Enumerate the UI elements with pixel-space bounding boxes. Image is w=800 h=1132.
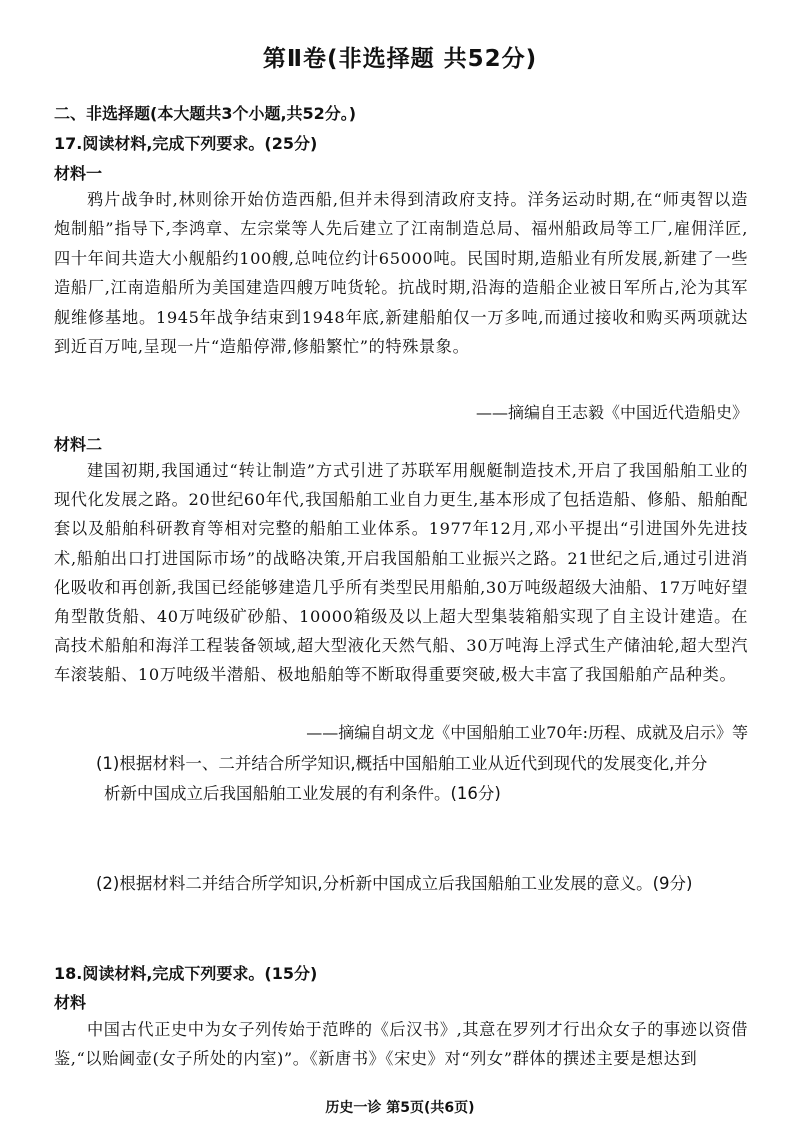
q17-material2-label: 材料二 xyxy=(54,435,103,454)
q18-heading: 18.阅读材料,完成下列要求。(15分) xyxy=(54,964,318,983)
q17-material1-label: 材料一 xyxy=(54,164,103,183)
q17-sub1-line2: 析新中国成立后我国船舶工业发展的有利条件。(16分) xyxy=(104,784,501,803)
q17-sub2: (2)根据材料二并结合所学知识,分析新中国成立后我国船舶工业发展的意义。(9分) xyxy=(96,874,693,893)
q17-material1-source: ——摘编自王志毅《中国近代造船史》 xyxy=(475,403,748,422)
q17-sub1-line1: (1)根据材料一、二并结合所学知识,概括中国船舶工业从近代到现代的发展变化,并分 xyxy=(96,754,708,773)
page-title: 第Ⅱ卷(非选择题 共52分) xyxy=(262,46,538,72)
q18-material-label: 材料 xyxy=(54,993,87,1012)
q17-material2-text: 建国初期,我国通过“转让制造”方式引进了苏联军用舰艇制造技术,开启了我国船舶工业的现代化发展之路。20世纪60年代,我国船舶工业自力更生,基本形成了包括造船、修船、船舶配套以及船舶科研教育等相对完整的船舶工业体系。1977年12月,邓小平提出“引进国外先进技术,船舶出口打进国际市场”的战略决策,开启我国船舶工业振兴之路。21世纪之后,通过引进消化吸收和再创新,我国已经能够建造几乎所有类型民用船舶,30万吨级超级大油船、17万吨好望角型散货船、40万吨级矿砂船、10000箱级及以上超大型集装箱船实现了自主设计建造。在高技术船舶和海洋工程装备领域,超大型液化天然气船、30万吨海上浮式生产储油轮,超大型汽车滚装船、10万吨级半潜船、极地船舶等不断取得重要突破,极大丰富了我国船舶产品种类。 xyxy=(54,461,748,685)
q17-material1-text: 鸦片战争时,林则徐开始仿造西船,但并未得到清政府支持。洋务运动时期,在“师夷智以造炮制船”指导下,李鸿章、左宗棠等人先后建立了江南制造总局、福州船政局等工厂,雇佣洋匠,四十年间共造大小舰船约100艘,总吨位约计65000吨。民国时期,造船业有所发展,新建了一些造船厂,江南造船所为美国建造四艘万吨货轮。抗战时期,沿海的造船企业被日军所占,沦为其军舰维修基地。1945年战争结束到1948年底,新建船舶仅一万多吨,而通过接收和购买两项就达到近百万吨,呈现一片“造船停滞,修船繁忙”的特殊景象。 xyxy=(54,190,748,357)
section-heading: 二、非选择题(本大题共3个小题,共52分。) xyxy=(54,104,357,123)
page-footer: 历史一诊 第5页(共6页) xyxy=(325,1100,475,1116)
q17-material2-source: ——摘编自胡文龙《中国船舶工业70年:历程、成就及启示》等 xyxy=(306,723,748,742)
q18-material-text: 中国古代正史中为女子列传始于范晔的《后汉书》,其意在罗列才行出众女子的事迹以资借鉴,“以贻阃壶(女子所处的内室)”。《新唐书》《宋史》对“列女”群体的撰述主要是想达到 xyxy=(54,1020,748,1068)
q17-heading: 17.阅读材料,完成下列要求。(25分) xyxy=(54,134,318,153)
